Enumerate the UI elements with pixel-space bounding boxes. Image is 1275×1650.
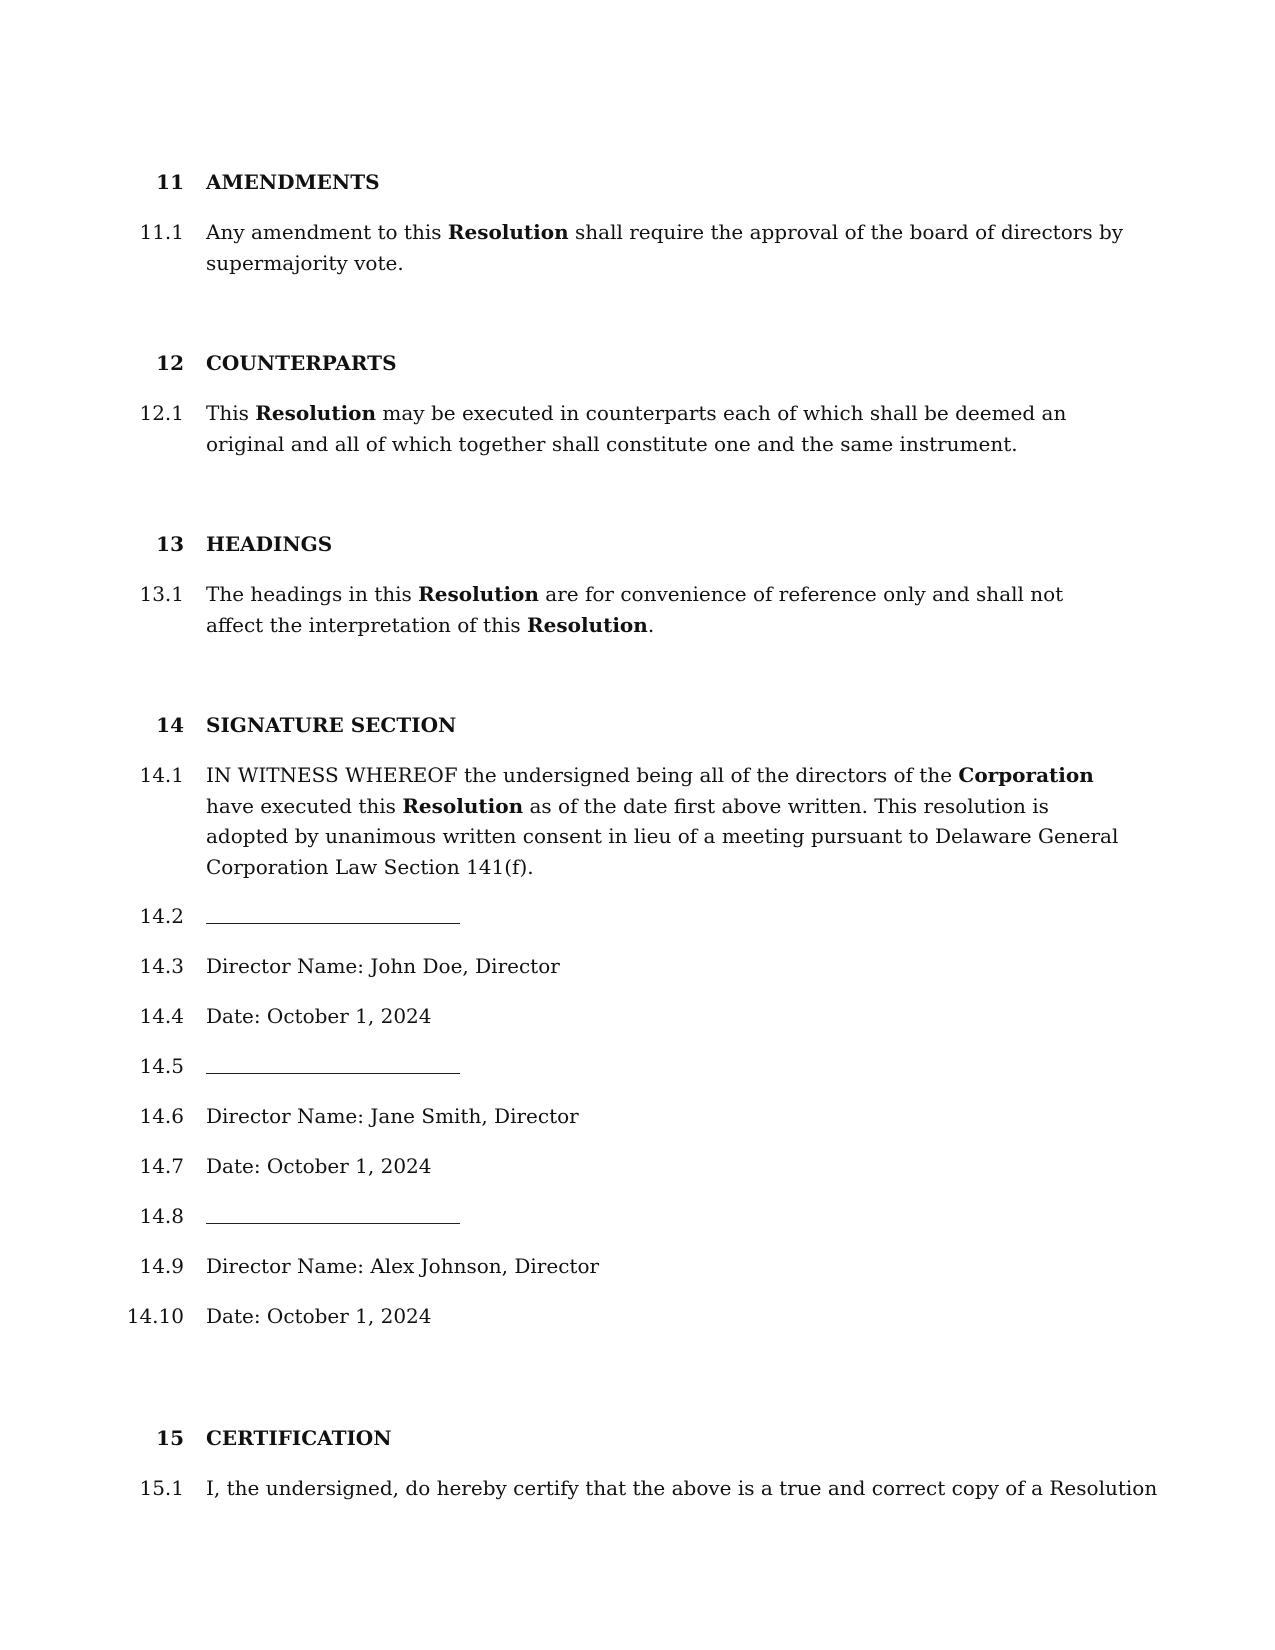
section-number: 12	[156, 351, 184, 375]
director-name: Director Name: John Doe, Director	[206, 954, 560, 978]
clause-14-8	[0, 1201, 1275, 1232]
clause-15-1	[0, 1473, 1275, 1504]
clause-13-1	[0, 579, 1275, 640]
clause-number: 14.8	[139, 1204, 184, 1228]
clause-number: 14.6	[139, 1104, 184, 1128]
clause-14-5	[0, 1051, 1275, 1082]
section-number: 15	[156, 1426, 184, 1450]
section-number: 11	[156, 170, 184, 194]
clause-14-6	[0, 1101, 1275, 1132]
clause-text: I, the undersigned, do hereby certify that the above is a true and correct copy of a Resolution	[206, 1476, 1158, 1500]
clause-14-9	[0, 1251, 1275, 1282]
section-heading	[0, 1423, 1275, 1454]
clause-number: 14.2	[139, 904, 184, 928]
signature-date: Date: October 1, 2024	[206, 1304, 432, 1328]
clause-number: 14.1	[139, 763, 184, 787]
clause-14-3	[0, 951, 1275, 982]
clause-number: 14.10	[126, 1304, 184, 1328]
section-title: CERTIFICATION	[206, 1426, 392, 1450]
clause-12-1	[0, 398, 1275, 459]
signature-line[interactable]	[206, 1201, 460, 1224]
section-title: HEADINGS	[206, 532, 333, 556]
section-heading	[0, 348, 1275, 379]
section-number: 14	[156, 713, 184, 737]
section-title: COUNTERPARTS	[206, 351, 397, 375]
section-heading	[0, 710, 1275, 741]
section-heading	[0, 529, 1275, 560]
clause-number: 11.1	[139, 220, 184, 244]
signature-line[interactable]	[206, 901, 460, 924]
section-title: AMENDMENTS	[206, 170, 380, 194]
clause-number: 14.7	[139, 1154, 184, 1178]
clause-text: Any amendment to this Resolution shall require the approval of the board of directors by supermajority vote.	[206, 220, 1124, 275]
clause-number: 14.3	[139, 954, 184, 978]
clause-text: The headings in this Resolution are for convenience of reference only and shall not affect the interpretation of this Resolution.	[206, 582, 1064, 637]
clause-14-10	[0, 1301, 1275, 1332]
signature-date: Date: October 1, 2024	[206, 1154, 432, 1178]
clause-number: 15.1	[139, 1476, 184, 1500]
section-signature	[0, 710, 1275, 1332]
clause-14-4	[0, 1001, 1275, 1032]
clause-number: 13.1	[139, 582, 184, 606]
section-heading	[0, 167, 1275, 198]
clause-14-2	[0, 901, 1275, 932]
clause-number: 14.4	[139, 1004, 184, 1028]
director-name: Director Name: Jane Smith, Director	[206, 1104, 579, 1128]
clause-number: 12.1	[139, 401, 184, 425]
clause-text: This Resolution may be executed in counterparts each of which shall be deemed an original and all of which together shall constitute one and the same instrument.	[206, 401, 1067, 456]
section-counterparts	[0, 348, 1275, 459]
signature-line[interactable]	[206, 1051, 460, 1074]
section-headings	[0, 529, 1275, 640]
section-title: SIGNATURE SECTION	[206, 713, 457, 737]
clause-14-7	[0, 1151, 1275, 1182]
clause-number: 14.9	[139, 1254, 184, 1278]
clause-14-1	[0, 760, 1275, 882]
section-number: 13	[156, 532, 184, 556]
clause-text: IN WITNESS WHEREOF the undersigned being all of the directors of the Corporation have executed this Resolution as of the date first above written. This resolution is adopted by unanimous written consent in lieu of a meeting pursuant to Delaware General Corporation Law Section 141(f).	[206, 763, 1119, 879]
director-name: Director Name: Alex Johnson, Director	[206, 1254, 600, 1278]
section-certification	[0, 1423, 1275, 1504]
clause-11-1	[0, 217, 1275, 278]
clause-number: 14.5	[139, 1054, 184, 1078]
signature-date: Date: October 1, 2024	[206, 1004, 432, 1028]
section-amendments	[0, 167, 1275, 278]
